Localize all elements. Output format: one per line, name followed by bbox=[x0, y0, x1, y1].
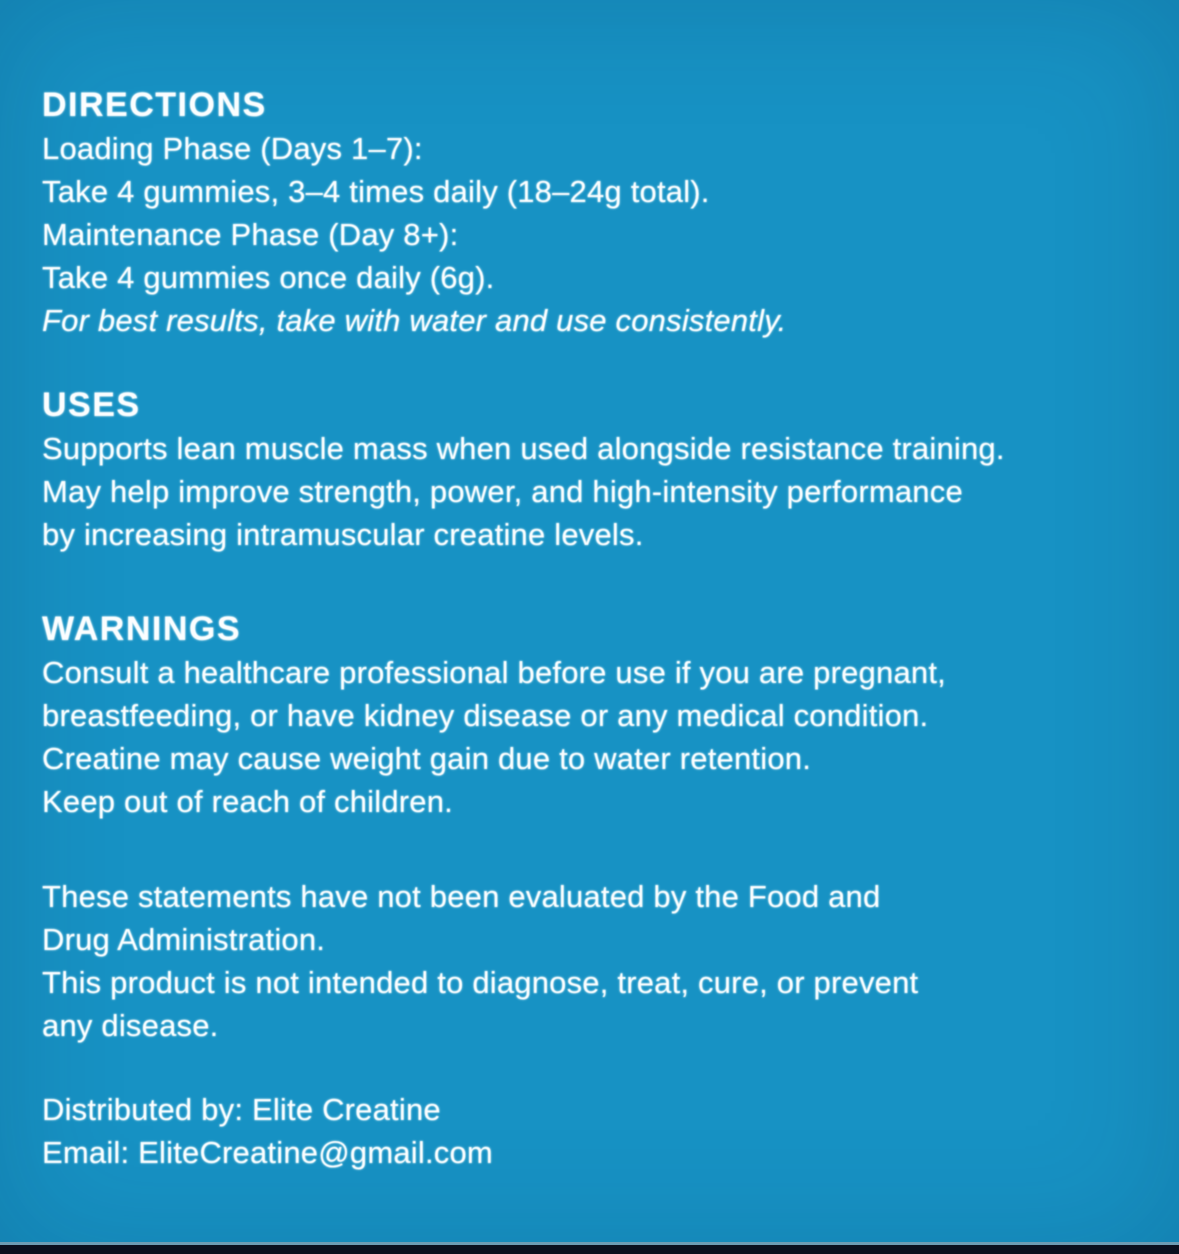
distributor-section bbox=[42, 1088, 1149, 1174]
directions-section bbox=[42, 84, 1149, 342]
disclaimer-line: This product is not intended to diagnose, treat, cure, or prevent bbox=[42, 965, 919, 1000]
label-text-block bbox=[42, 84, 1149, 1174]
warnings-section bbox=[42, 608, 1149, 823]
fda-disclaimer-section bbox=[42, 875, 1149, 1047]
uses-line: Supports lean muscle mass when used alongside resistance training. bbox=[42, 431, 1005, 466]
directions-line: Take 4 gummies once daily (6g). bbox=[42, 260, 495, 295]
bottom-edge-bar bbox=[0, 1242, 1179, 1254]
uses-line: May help improve strength, power, and high-intensity performance bbox=[42, 474, 963, 509]
directions-line: Loading Phase (Days 1–7): bbox=[42, 131, 423, 166]
directions-note: For best results, take with water and use consistently. bbox=[42, 303, 787, 338]
uses-heading: USES bbox=[42, 386, 141, 424]
directions-line: Take 4 gummies, 3–4 times daily (18–24g total). bbox=[42, 174, 710, 209]
directions-heading: DIRECTIONS bbox=[42, 86, 267, 124]
warnings-line: breastfeeding, or have kidney disease or any medical condition. bbox=[42, 698, 929, 733]
distributor-line: Distributed by: Elite Creatine bbox=[42, 1092, 441, 1127]
distributor-email-line: Email: EliteCreatine@gmail.com bbox=[42, 1135, 493, 1170]
directions-line: Maintenance Phase (Day 8+): bbox=[42, 217, 459, 252]
uses-section bbox=[42, 384, 1149, 556]
warnings-line: Keep out of reach of children. bbox=[42, 784, 453, 819]
uses-line: by increasing intramuscular creatine levels. bbox=[42, 517, 644, 552]
warnings-heading: WARNINGS bbox=[42, 610, 241, 648]
disclaimer-line: Drug Administration. bbox=[42, 922, 326, 957]
warnings-line: Creatine may cause weight gain due to water retention. bbox=[42, 741, 812, 776]
warnings-line: Consult a healthcare professional before use if you are pregnant, bbox=[42, 655, 946, 690]
disclaimer-line: These statements have not been evaluated by the Food and bbox=[42, 879, 881, 914]
disclaimer-line: any disease. bbox=[42, 1008, 219, 1043]
